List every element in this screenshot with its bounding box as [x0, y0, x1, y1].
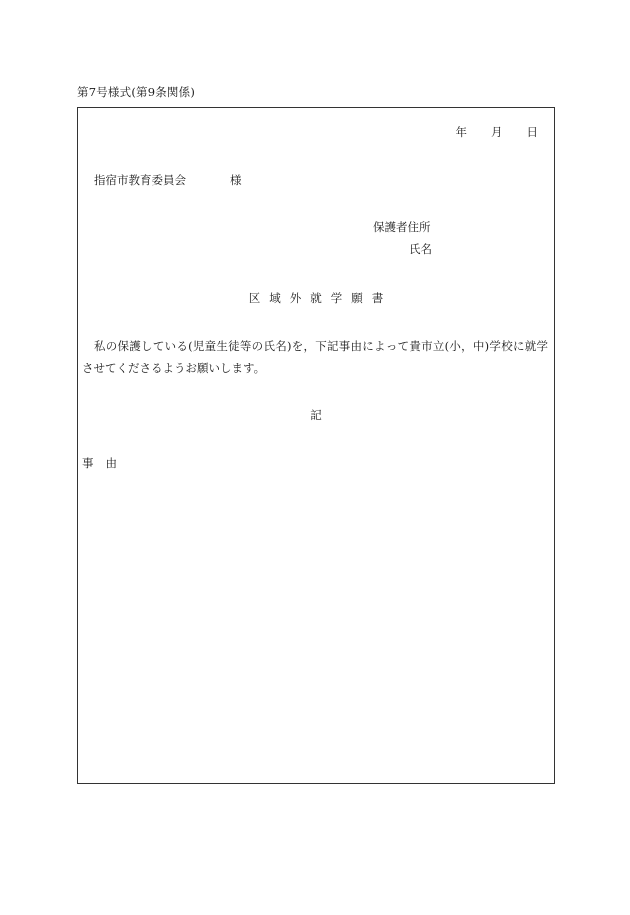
form-number: 第7号様式(第9条関係)	[77, 85, 196, 99]
document-title: 区域外就学願書	[248, 291, 393, 305]
guardian-address-label: 保護者住所	[373, 220, 431, 234]
recipient-line	[94, 172, 242, 188]
date-year-label: 年	[455, 125, 467, 139]
date-line	[456, 124, 539, 140]
guardian-name-label: 氏名	[409, 242, 432, 256]
recipient-honorific: 様	[230, 173, 242, 187]
request-body-text: 私の保護している(児童生徒等の氏名)を，下記事由によって貴市立(小，中)学校に就学させてくださるようお願いします。	[82, 339, 548, 375]
ki-heading: 記	[310, 408, 322, 422]
reason-label: 事由	[82, 456, 129, 470]
recipient-name: 指宿市教育委員会	[94, 173, 186, 187]
application-form	[77, 107, 555, 784]
date-month-label: 月	[491, 125, 503, 139]
date-day-label: 日	[526, 125, 538, 139]
